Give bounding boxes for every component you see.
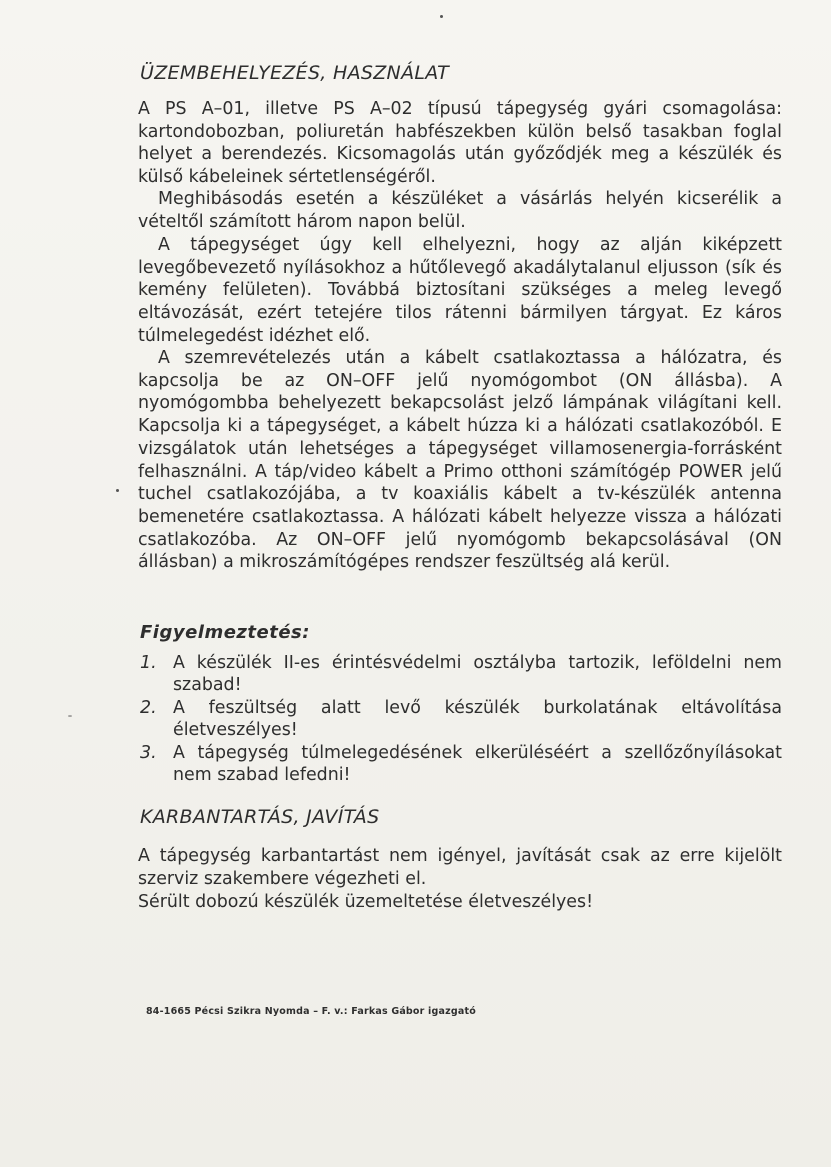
paragraph-text: A PS A–01, illetve PS A–02 típusú tápegység gyári csomagolása: kartondobozban, poliuretán habfészekben külön belső tasakban foglal helyet a berendezés. Kicsomagolás után győződjék meg a készülék és külső kábeleinek sértetlenségéről. xyxy=(138,99,782,188)
paragraph-text: A szemrevételezés után a kábelt csatlakoztassa a hálózatra, és kapcsolja be az ON–OFF jelű nyomógombot (ON állásba). A nyomógombba behelyezett bekapcsolást jelző lámpának világítani kell. Kapcsolja ki a tápegységet, a kábelt húzza ki a hálózati csatlakozóból. E vizsgálatok után lehetséges a tápegységet villamosenergia-forrásként felhasználni. A táp/video kábelt a Primo otthoni számítógép POWER jelű tuchel csatlakozójába, a tv koaxiális kábelt a tv-készülék antenna bemenetére csatlakoztassa. A hálózati kábelt helyezze vissza a hálózati csatlakozóba. Az ON–OFF jelű nyomógomb bekapcsolásával (ON állásban) a mikroszámítógépes rendszer feszültség alá kerül. xyxy=(138,348,782,573)
paragraph-text: A tápegységet úgy kell elhelyezni, hogy az alján kiképzett levegőbevezető nyílásokhoz a hűtőlevegő akadálytalanul eljusson (sík és kemény felületen). Továbbá biztosítani szükséges a meleg levegő eltávozását, ezért tetejére tilos rátenni bármilyen tárgyat. Ez káros túlmelegedést idézhet elő. xyxy=(138,235,782,346)
section-heading-installation: ÜZEMBEHELYEZÉS, HASZNÁLAT xyxy=(140,62,450,84)
list-item-number: 3. xyxy=(140,743,157,763)
paragraph-connection xyxy=(138,347,782,574)
list-item-number: 2. xyxy=(140,698,157,718)
warning-list xyxy=(140,652,782,787)
paper-speck xyxy=(68,715,72,717)
paragraph-text: Sérült dobozú készülék üzemeltetése életveszélyes! xyxy=(138,892,594,912)
list-item-text: A készülék II-es érintésvédelmi osztályba tartozik, leföldelni nem szabad! xyxy=(173,653,782,695)
paragraph-placement xyxy=(138,234,782,348)
printer-imprint: 84-1665 Pécsi Szikra Nyomda – F. v.: Farkas Gábor igazgató xyxy=(146,1006,476,1017)
paragraph-maintenance xyxy=(138,845,782,890)
list-item xyxy=(140,697,782,741)
paper-speck xyxy=(116,489,119,492)
paragraph-packaging xyxy=(138,98,782,189)
list-item-number: 1. xyxy=(140,653,157,673)
section-heading-maintenance: KARBANTARTÁS, JAVÍTÁS xyxy=(140,806,380,828)
warning-title: Figyelmeztetés: xyxy=(140,622,310,643)
list-item-text: A tápegység túlmelegedésének elkerüléséért a szellőzőnyílásokat nem szabad lefedni! xyxy=(173,743,782,785)
paragraph-danger xyxy=(138,891,782,914)
paragraph-text: Meghibásodás esetén a készüléket a vásárlás helyén kicserélik a vételtől számított három napon belül. xyxy=(138,189,782,232)
paper-speck xyxy=(440,15,443,18)
list-item-text: A feszültség alatt levő készülék burkolatának eltávolítása életveszélyes! xyxy=(173,698,782,740)
list-item xyxy=(140,742,782,786)
paragraph-text: A tápegység karbantartást nem igényel, javítását csak az erre kijelölt szerviz szakembere végezheti el. xyxy=(138,846,782,889)
paragraph-replacement xyxy=(138,188,782,233)
list-item xyxy=(140,652,782,696)
